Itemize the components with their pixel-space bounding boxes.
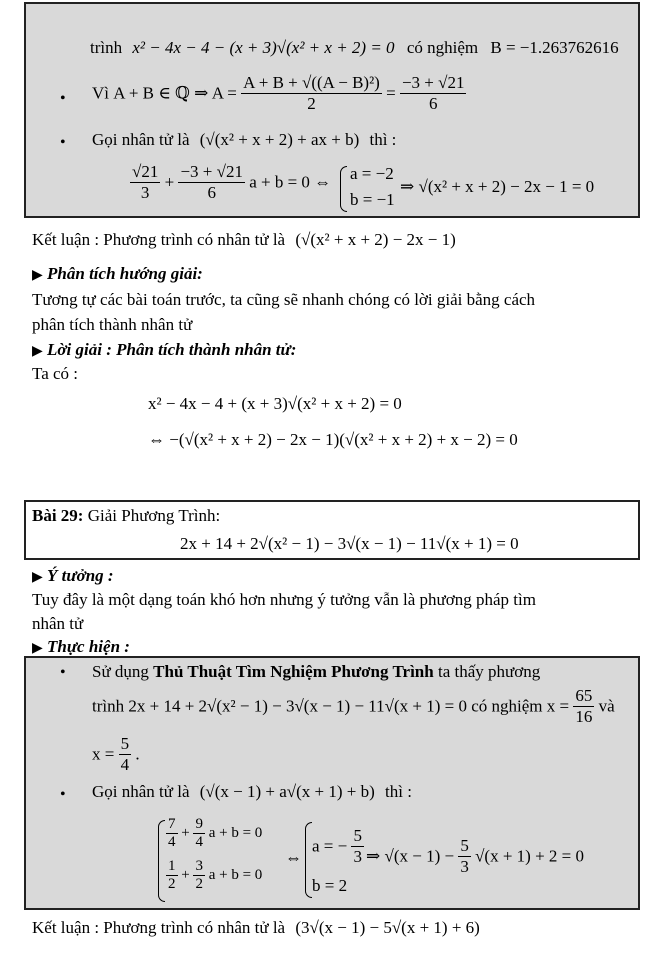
conclusion-1: [32, 230, 456, 250]
system-brace-right: [305, 822, 312, 898]
box1-bullet1: [92, 73, 466, 114]
result-a: [312, 826, 364, 867]
bullet-dot: •: [60, 664, 66, 681]
frac-den: 2: [168, 876, 176, 892]
frac-num: 9: [195, 816, 203, 832]
frac-num: −3 + √21: [401, 73, 465, 92]
eq-frac-1: [130, 162, 160, 203]
conclusion-1-factor: (√(x² + x + 2) − 2x − 1): [295, 230, 456, 249]
box2-bullet2: [92, 782, 412, 802]
system-row-1-rest: a + b = 0: [208, 825, 263, 841]
frac-den: 2: [307, 94, 316, 113]
problem-title: Giải Phương Trình:: [87, 506, 221, 525]
conclusion-1-label: Kết luận : Phương trình có nhân tử là: [32, 230, 286, 249]
triangle-icon: ▶: [32, 268, 43, 283]
frac-den: 4: [168, 834, 176, 850]
system-brace: [340, 166, 347, 212]
box1-line1-eq: x² − 4x − 4 − (x + 3)√(x² + x + 2) = 0: [132, 38, 395, 57]
frac-den: 3: [460, 857, 469, 876]
bullet-dot: •: [60, 90, 66, 107]
box2-b1-frac: [573, 686, 594, 727]
idea-heading: [32, 566, 114, 586]
frac-num: 5: [120, 734, 130, 753]
box2-b1-dot: .: [135, 744, 140, 764]
frac-num: 5: [460, 836, 469, 855]
frac-num: 65: [575, 686, 593, 705]
system-row-1: [166, 816, 262, 851]
box2-b1-eq: 2x + 14 + 2√(x² − 1) − 3√(x − 1) − 11√(x + 1) = 0: [128, 696, 467, 716]
frac-num: 3: [195, 858, 203, 874]
problem-title-line: [32, 506, 220, 526]
problem-equation: 2x + 14 + 2√(x² − 1) − 3√(x − 1) − 11√(x + 1) = 0: [180, 534, 519, 553]
frac-den: 3: [353, 847, 362, 866]
box1-bullet2-factor: (√(x² + x + 2) + ax + b): [199, 130, 360, 149]
box1-bullet1-frac: [241, 73, 382, 114]
triangle-icon: ▶: [32, 344, 43, 359]
box1-bullet2: [92, 130, 396, 150]
eq-frac-2: [178, 162, 245, 203]
system-row-2-rest: a + b = 0: [208, 867, 263, 883]
solution-heading: [32, 340, 296, 360]
analysis-heading: [32, 264, 203, 284]
box2-b1-pre: Sử dụng: [92, 662, 149, 681]
frac-7-4: [166, 816, 178, 851]
frac-5-3b: [458, 836, 471, 877]
box2-bullet1-line2: [92, 686, 615, 727]
analysis-heading-text: Phân tích hướng giải:: [47, 264, 203, 283]
frac-9-4: [193, 816, 205, 851]
box2-b2-text: Gọi nhân tử là: [92, 782, 190, 801]
box1-equation: [130, 162, 331, 203]
eq-rest: a + b = 0 ⇔: [249, 172, 332, 192]
frac-den: 4: [195, 834, 203, 850]
box1-line1-root: B = −1.263762616: [490, 38, 619, 57]
box2-b1-frac2: [119, 734, 132, 775]
plus-sign: +: [181, 867, 190, 883]
solution-eq-1: x² − 4x − 4 + (x + 3)√(x² + x + 2) = 0: [148, 394, 402, 413]
box1-bullet1-frac2: [400, 73, 467, 114]
system-b: b = −1: [350, 190, 395, 209]
frac-den: 3: [140, 183, 150, 202]
triangle-icon: ▶: [32, 641, 43, 656]
box1-line1: [90, 38, 619, 58]
system-row-2: [166, 858, 262, 893]
idea-text-1: Tuy đây là một dạng toán khó hơn nhưng ý tưởng vẫn là phương pháp tìm: [32, 590, 536, 609]
impl-heading-text: Thực hiện :: [47, 637, 130, 656]
frac-num: 1: [168, 858, 176, 874]
box2-b2-factor: (√(x − 1) + a√(x + 1) + b): [199, 782, 375, 801]
analysis-text-1: Tương tự các bài toán trước, ta cũng sẽ nhanh chóng có lời giải bằng cách: [32, 290, 536, 309]
frac-den: 4: [120, 755, 130, 774]
box2-b1-and: và: [598, 696, 615, 716]
box2-bullet1-line1: [92, 662, 540, 682]
solution-eq-2: ⇔ −(√(x² + x + 2) − 2x − 1)(√(x² + x + 2) + x − 2) = 0: [148, 430, 518, 449]
frac-den: 16: [575, 707, 593, 726]
plus-sign: +: [181, 825, 190, 841]
box1-bullet2-text: Gọi nhân tử là: [92, 130, 190, 149]
impl-heading: [32, 637, 130, 657]
analysis-text-2: phân tích thành nhân tử: [32, 315, 193, 334]
box1-line1-text: trình: [90, 38, 123, 57]
box2-b1-x: x =: [546, 696, 570, 716]
box1-bullet2-then: thì :: [369, 130, 397, 149]
conclusion-2: [32, 918, 480, 938]
result-b: b = 2: [312, 876, 348, 895]
problem-label: Bài 29:: [32, 506, 84, 525]
system-brace-left: [158, 820, 165, 902]
box1-bullet1-vi: Vì: [92, 83, 109, 103]
frac-num: 7: [168, 816, 176, 832]
frac-num: A + B + √((A − B)²): [243, 73, 380, 92]
idea-text-2: nhân tử: [32, 614, 84, 633]
system-a: a = −2: [350, 164, 394, 183]
box2-b1-bold: Thủ Thuật Tìm Nghiệm Phương Trình: [153, 662, 434, 681]
frac-num: −3 + √21: [180, 162, 243, 181]
frac-den: 2: [195, 876, 203, 892]
frac-num: √21: [132, 162, 159, 181]
bullet-dot: •: [60, 786, 66, 803]
plus-sign: +: [164, 172, 175, 192]
frac-den: 6: [207, 183, 216, 202]
equals-sign: =: [386, 83, 396, 103]
eq-result: ⇒ √(x² + x + 2) − 2x − 1 = 0: [400, 177, 595, 196]
frac-1-2: [166, 858, 178, 893]
box2-b2-then: thì :: [385, 782, 412, 801]
bullet-dot: •: [60, 134, 66, 151]
solution-heading-text: Lời giải : Phân tích thành nhân tử:: [47, 340, 297, 359]
triangle-icon: ▶: [32, 570, 43, 585]
box1-line1-mid: có nghiệm: [406, 38, 479, 57]
idea-heading-text: Ý tưởng :: [47, 566, 114, 585]
frac-den: 6: [428, 94, 438, 113]
result-a-text: a = −: [312, 836, 348, 856]
conclusion-2-factor: (3√(x − 1) − 5√(x + 1) + 6): [295, 918, 480, 937]
result-rest: √(x + 1) + 2 = 0: [475, 846, 584, 866]
frac-3-2: [193, 858, 205, 893]
frac-num: 5: [353, 826, 362, 845]
result-equation: [366, 836, 584, 877]
box2-b1-line2-pre: trình: [92, 696, 125, 716]
box2-b1-post: ta thấy phương: [437, 662, 541, 681]
solution-intro: Ta có :: [32, 364, 79, 383]
box2-b1-x2: x =: [92, 744, 115, 764]
conclusion-2-label: Kết luận : Phương trình có nhân tử là: [32, 918, 286, 937]
iff-sign: ⇔: [285, 848, 302, 867]
box2-b1-mid: có nghiệm: [471, 696, 543, 716]
result-impl: ⇒ √(x − 1) −: [366, 846, 455, 866]
frac-5-3: [351, 826, 364, 867]
box2-bullet1-line3: [92, 734, 140, 775]
box1-bullet1-cond: A + B ∈ ℚ ⇒ A =: [113, 83, 237, 103]
